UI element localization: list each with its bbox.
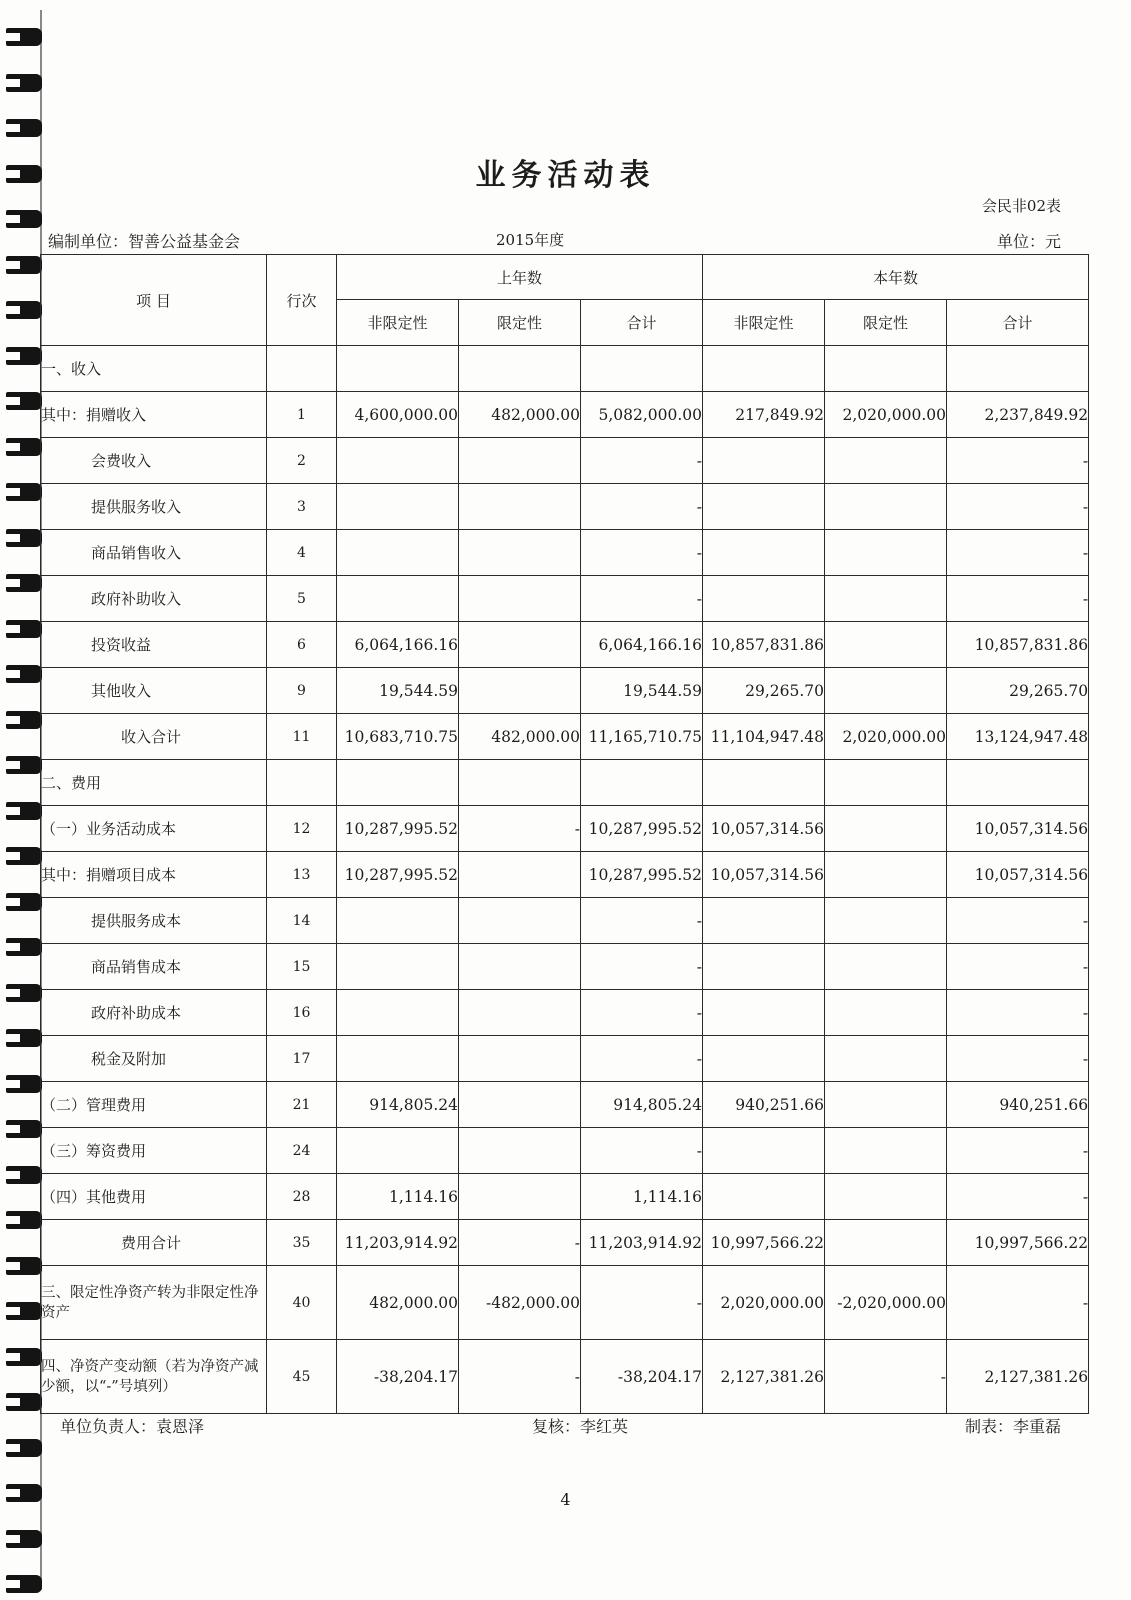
amount-cell: - — [947, 438, 1089, 484]
table-row — [41, 1082, 1089, 1128]
amount-cell: 2,237,849.92 — [947, 392, 1089, 438]
amount-cell — [703, 576, 825, 622]
amount-cell — [947, 760, 1089, 806]
amount-cell: 10,057,314.56 — [947, 852, 1089, 898]
row-number: 6 — [267, 622, 337, 668]
header-prev-total: 合计 — [581, 300, 703, 346]
amount-cell: 2,020,000.00 — [703, 1266, 825, 1340]
amount-cell — [825, 990, 947, 1036]
amount-cell — [703, 438, 825, 484]
amount-cell — [703, 990, 825, 1036]
binding-ring — [6, 1530, 42, 1548]
amount-cell: 217,849.92 — [703, 392, 825, 438]
amount-cell: - — [947, 576, 1089, 622]
binding-ring — [6, 347, 42, 365]
amount-cell: 482,000.00 — [459, 392, 581, 438]
amount-cell — [337, 898, 459, 944]
binding-ring — [6, 711, 42, 729]
amount-cell — [459, 1174, 581, 1220]
binding-ring — [6, 301, 42, 319]
amount-cell — [337, 530, 459, 576]
binding-ring — [6, 483, 42, 501]
amount-cell — [459, 1082, 581, 1128]
table-row — [41, 576, 1089, 622]
row-item-label: 会费收入 — [41, 438, 267, 484]
binding-ring — [6, 210, 42, 228]
amount-cell — [459, 1036, 581, 1082]
amount-cell — [337, 1128, 459, 1174]
header-prev-unrestricted: 非限定性 — [337, 300, 459, 346]
amount-cell — [337, 438, 459, 484]
amount-cell — [825, 1082, 947, 1128]
amount-cell: - — [581, 1266, 703, 1340]
page-number: 4 — [560, 1490, 571, 1509]
binding-ring — [6, 74, 42, 92]
amount-cell: -38,204.17 — [581, 1340, 703, 1414]
amount-cell: - — [459, 1340, 581, 1414]
binding-ring — [6, 438, 42, 456]
row-item-label: 政府补助成本 — [41, 990, 267, 1036]
amount-cell: - — [947, 990, 1089, 1036]
unit-head: 单位负责人：袁恩泽 — [60, 1417, 205, 1436]
amount-cell: - — [581, 898, 703, 944]
row-number: 2 — [267, 438, 337, 484]
amount-cell: - — [581, 1036, 703, 1082]
row-number: 16 — [267, 990, 337, 1036]
amount-cell: - — [825, 1340, 947, 1414]
amount-cell: 10,287,995.52 — [581, 852, 703, 898]
binding-ring — [6, 1393, 42, 1411]
amount-cell: 1,114.16 — [337, 1174, 459, 1220]
row-item-label: 三、限定性净资产转为非限定性净资产 — [41, 1266, 267, 1340]
form-code: 会民非02表 — [981, 197, 1061, 215]
row-item-label: 提供服务收入 — [41, 484, 267, 530]
row-number: 11 — [267, 714, 337, 760]
amount-cell: 940,251.66 — [703, 1082, 825, 1128]
amount-cell: 2,020,000.00 — [825, 714, 947, 760]
amount-cell — [825, 1220, 947, 1266]
row-item-label: 税金及附加 — [41, 1036, 267, 1082]
table-row — [41, 484, 1089, 530]
row-item-label: 四、净资产变动额（若为净资产减少额，以“-”号填列） — [41, 1340, 267, 1414]
binding-ring — [6, 1575, 42, 1593]
amount-cell — [825, 438, 947, 484]
report-meta — [48, 229, 1061, 251]
amount-cell: - — [581, 1128, 703, 1174]
binding-ring — [6, 256, 42, 274]
amount-cell — [337, 990, 459, 1036]
table-row — [41, 438, 1089, 484]
binding-ring — [6, 1211, 42, 1229]
amount-cell — [703, 1128, 825, 1174]
amount-cell: 914,805.24 — [581, 1082, 703, 1128]
amount-cell: -2,020,000.00 — [825, 1266, 947, 1340]
header-this-unrestricted: 非限定性 — [703, 300, 825, 346]
amount-cell — [459, 530, 581, 576]
binding-ring — [6, 119, 42, 137]
amount-cell — [703, 898, 825, 944]
amount-cell: 5,082,000.00 — [581, 392, 703, 438]
signature-footer — [60, 1414, 1061, 1438]
amount-cell — [825, 346, 947, 392]
amount-cell: 11,203,914.92 — [581, 1220, 703, 1266]
binding-ring — [6, 847, 42, 865]
amount-cell: - — [947, 1128, 1089, 1174]
binding-ring — [6, 1439, 42, 1457]
row-number: 14 — [267, 898, 337, 944]
binding-ring — [6, 574, 42, 592]
binding-ring — [6, 984, 42, 1002]
amount-cell: 482,000.00 — [459, 714, 581, 760]
row-number: 4 — [267, 530, 337, 576]
amount-cell — [703, 1174, 825, 1220]
binding-ring — [6, 893, 42, 911]
amount-cell: 11,165,710.75 — [581, 714, 703, 760]
row-number: 45 — [267, 1340, 337, 1414]
header-this-restricted: 限定性 — [825, 300, 947, 346]
amount-cell: 940,251.66 — [947, 1082, 1089, 1128]
binding-ring — [6, 529, 42, 547]
table-row — [41, 714, 1089, 760]
reviewer: 复核：李红英 — [532, 1417, 629, 1436]
amount-cell — [703, 530, 825, 576]
amount-cell — [459, 668, 581, 714]
amount-cell — [459, 576, 581, 622]
binding-ring — [6, 1029, 42, 1047]
binding-ring — [6, 1302, 42, 1320]
amount-cell: - — [947, 1174, 1089, 1220]
binding-ring — [6, 1257, 42, 1275]
amount-cell — [703, 346, 825, 392]
header-this-year: 本年数 — [703, 255, 1089, 300]
table-row — [41, 1128, 1089, 1174]
header-prev-restricted: 限定性 — [459, 300, 581, 346]
amount-cell — [825, 484, 947, 530]
amount-cell: 1,114.16 — [581, 1174, 703, 1220]
amount-cell — [947, 346, 1089, 392]
amount-cell: -482,000.00 — [459, 1266, 581, 1340]
table-row — [41, 760, 1089, 806]
row-number: 3 — [267, 484, 337, 530]
row-item-label: 其中：捐赠收入 — [41, 392, 267, 438]
amount-cell: -38,204.17 — [337, 1340, 459, 1414]
row-item-label: 提供服务成本 — [41, 898, 267, 944]
amount-cell — [337, 1036, 459, 1082]
amount-cell: - — [581, 530, 703, 576]
table-row — [41, 944, 1089, 990]
row-item-label: 二、费用 — [41, 760, 267, 806]
row-item-label: （三）筹资费用 — [41, 1128, 267, 1174]
binding-ring — [6, 756, 42, 774]
amount-cell: 10,287,995.52 — [337, 852, 459, 898]
amount-cell: - — [947, 944, 1089, 990]
row-item-label: 商品销售收入 — [41, 530, 267, 576]
row-number: 17 — [267, 1036, 337, 1082]
amount-cell: - — [581, 944, 703, 990]
amount-cell: - — [947, 1036, 1089, 1082]
amount-cell: - — [581, 484, 703, 530]
amount-cell: - — [947, 1266, 1089, 1340]
row-item-label: 费用合计 — [41, 1220, 267, 1266]
amount-cell — [459, 760, 581, 806]
amount-cell — [337, 346, 459, 392]
amount-cell — [825, 576, 947, 622]
row-item-label: 收入合计 — [41, 714, 267, 760]
binding-ring — [6, 1075, 42, 1093]
amount-cell — [825, 622, 947, 668]
amount-cell — [825, 668, 947, 714]
amount-cell: 10,287,995.52 — [581, 806, 703, 852]
row-number: 5 — [267, 576, 337, 622]
amount-cell — [703, 760, 825, 806]
amount-cell: 10,997,566.22 — [947, 1220, 1089, 1266]
amount-cell: 19,544.59 — [337, 668, 459, 714]
amount-cell: 4,600,000.00 — [337, 392, 459, 438]
preparer: 制表：李重磊 — [964, 1417, 1061, 1436]
binding-ring — [6, 938, 42, 956]
amount-cell — [459, 438, 581, 484]
amount-cell: 10,997,566.22 — [703, 1220, 825, 1266]
table-row — [41, 1174, 1089, 1220]
table-row — [41, 530, 1089, 576]
binding-ring — [6, 1120, 42, 1138]
binding-ring — [6, 392, 42, 410]
amount-cell — [825, 806, 947, 852]
amount-cell: 10,683,710.75 — [337, 714, 459, 760]
amount-cell — [581, 346, 703, 392]
amount-cell: - — [581, 990, 703, 1036]
row-number: 13 — [267, 852, 337, 898]
amount-cell — [459, 1128, 581, 1174]
amount-cell — [337, 760, 459, 806]
amount-cell — [825, 760, 947, 806]
amount-cell: 10,287,995.52 — [337, 806, 459, 852]
amount-cell: - — [459, 806, 581, 852]
table-row — [41, 898, 1089, 944]
amount-cell: 2,127,381.26 — [947, 1340, 1089, 1414]
amount-cell: 29,265.70 — [703, 668, 825, 714]
table-row — [41, 346, 1089, 392]
amount-cell — [337, 944, 459, 990]
amount-cell — [825, 852, 947, 898]
row-item-label: （四）其他费用 — [41, 1174, 267, 1220]
binding-ring — [6, 1166, 42, 1184]
binding-ring — [6, 1348, 42, 1366]
row-number: 15 — [267, 944, 337, 990]
row-number — [267, 760, 337, 806]
row-item-label: 其他收入 — [41, 668, 267, 714]
row-number: 24 — [267, 1128, 337, 1174]
amount-cell — [825, 898, 947, 944]
amount-cell: - — [459, 1220, 581, 1266]
amount-cell — [703, 1036, 825, 1082]
amount-cell: 11,203,914.92 — [337, 1220, 459, 1266]
row-number: 21 — [267, 1082, 337, 1128]
amount-cell: 482,000.00 — [337, 1266, 459, 1340]
amount-cell: 10,057,314.56 — [703, 806, 825, 852]
amount-cell: 2,020,000.00 — [825, 392, 947, 438]
table-row — [41, 1266, 1089, 1340]
row-number: 35 — [267, 1220, 337, 1266]
row-item-label: 其中：捐赠项目成本 — [41, 852, 267, 898]
table-row — [41, 852, 1089, 898]
table-row — [41, 622, 1089, 668]
table-row — [41, 1036, 1089, 1082]
report-title: 业务活动表 — [475, 158, 656, 193]
header-prev-year: 上年数 — [337, 255, 703, 300]
amount-cell — [459, 944, 581, 990]
amount-cell — [703, 944, 825, 990]
amount-cell — [825, 1128, 947, 1174]
amount-cell: 10,857,831.86 — [703, 622, 825, 668]
amount-cell — [337, 484, 459, 530]
table-body — [41, 346, 1089, 1414]
binding-ring — [6, 28, 42, 46]
amount-cell — [459, 852, 581, 898]
binding-ring — [6, 665, 42, 683]
table-row — [41, 806, 1089, 852]
amount-cell — [337, 576, 459, 622]
amount-cell — [459, 898, 581, 944]
table-row — [41, 990, 1089, 1036]
binding-ring — [6, 620, 42, 638]
activity-statement-table — [40, 254, 1089, 1414]
header-row-no: 行次 — [267, 255, 337, 346]
amount-cell — [459, 622, 581, 668]
amount-cell — [825, 1174, 947, 1220]
amount-cell: 10,057,314.56 — [703, 852, 825, 898]
amount-cell — [459, 346, 581, 392]
amount-cell: 10,857,831.86 — [947, 622, 1089, 668]
amount-cell: 10,057,314.56 — [947, 806, 1089, 852]
table-row — [41, 392, 1089, 438]
row-number: 12 — [267, 806, 337, 852]
row-number — [267, 346, 337, 392]
amount-cell: 914,805.24 — [337, 1082, 459, 1128]
amount-cell: 2,127,381.26 — [703, 1340, 825, 1414]
row-number: 40 — [267, 1266, 337, 1340]
currency-unit: 单位：元 — [996, 232, 1061, 251]
row-item-label: 商品销售成本 — [41, 944, 267, 990]
amount-cell: 6,064,166.16 — [337, 622, 459, 668]
amount-cell: - — [947, 484, 1089, 530]
amount-cell — [581, 760, 703, 806]
row-item-label: （二）管理费用 — [41, 1082, 267, 1128]
table-row — [41, 1340, 1089, 1414]
binding-ring — [6, 802, 42, 820]
amount-cell — [825, 1036, 947, 1082]
row-item-label: 投资收益 — [41, 622, 267, 668]
row-number: 9 — [267, 668, 337, 714]
amount-cell — [825, 944, 947, 990]
row-item-label: （一）业务活动成本 — [41, 806, 267, 852]
row-item-label: 一、收入 — [41, 346, 267, 392]
amount-cell — [825, 530, 947, 576]
amount-cell: - — [581, 438, 703, 484]
row-item-label: 政府补助收入 — [41, 576, 267, 622]
amount-cell: 11,104,947.48 — [703, 714, 825, 760]
row-number: 1 — [267, 392, 337, 438]
table-row — [41, 668, 1089, 714]
header-this-total: 合计 — [947, 300, 1089, 346]
amount-cell — [703, 484, 825, 530]
amount-cell: - — [947, 898, 1089, 944]
amount-cell: 19,544.59 — [581, 668, 703, 714]
org-name: 编制单位：智善公益基金会 — [48, 232, 241, 251]
header-item: 项 目 — [41, 255, 267, 346]
amount-cell: - — [947, 530, 1089, 576]
amount-cell: 6,064,166.16 — [581, 622, 703, 668]
report-year: 2015年度 — [496, 231, 565, 249]
amount-cell: 29,265.70 — [947, 668, 1089, 714]
amount-cell: 13,124,947.48 — [947, 714, 1089, 760]
row-number: 28 — [267, 1174, 337, 1220]
amount-cell: - — [581, 576, 703, 622]
amount-cell — [459, 990, 581, 1036]
table-row — [41, 1220, 1089, 1266]
amount-cell — [459, 484, 581, 530]
